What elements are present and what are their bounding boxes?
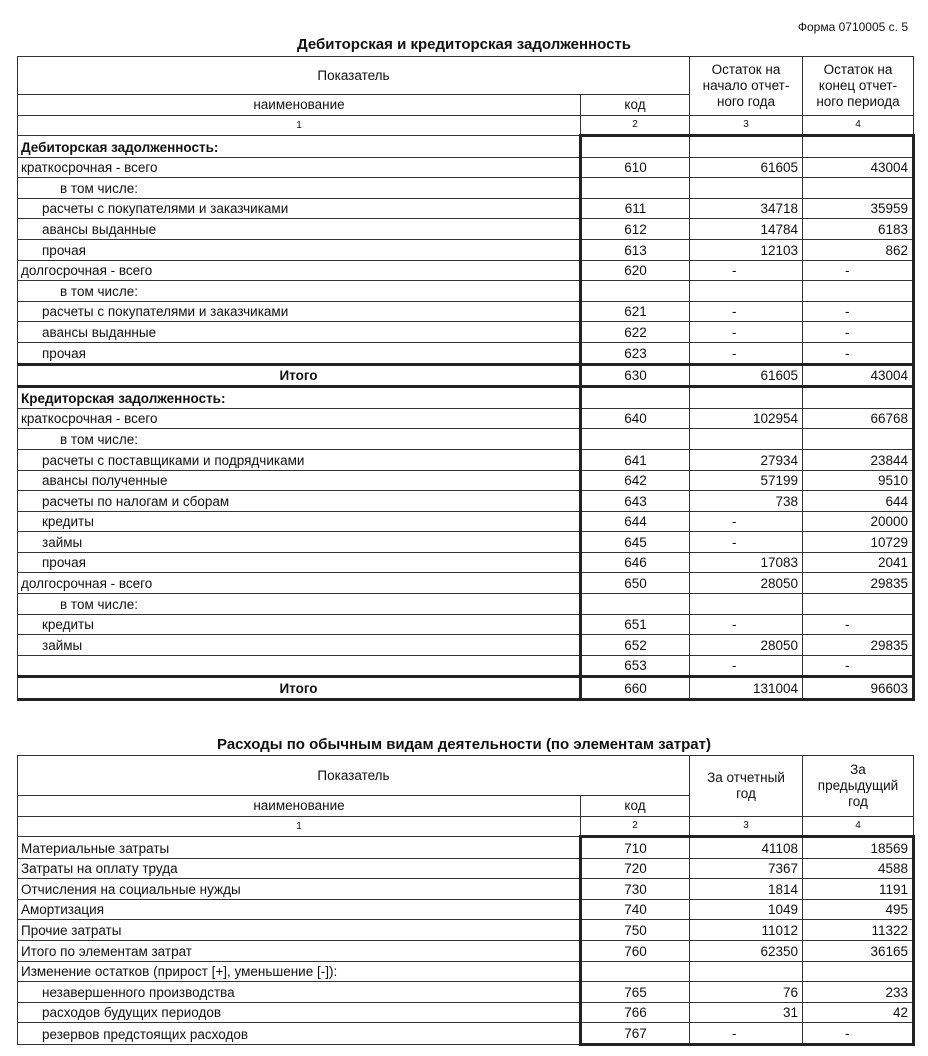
row-name: расходов будущих периодов <box>18 1002 581 1023</box>
total-row <box>18 677 914 700</box>
row-value-col3: - <box>690 511 803 532</box>
row-code: 622 <box>581 322 690 343</box>
row-name: авансы полученные <box>18 470 581 491</box>
row-code: 766 <box>581 1002 690 1023</box>
row-code: 643 <box>581 491 690 512</box>
row-value-col4: 644 <box>803 491 914 512</box>
col4-header: За предыдущий год <box>803 756 914 817</box>
col-number-3: 3 <box>690 116 803 136</box>
row-code <box>581 136 690 158</box>
row-name: расчеты с покупателями и заказчиками <box>18 198 581 219</box>
section1-title: Дебиторская и кредиторская задолженность <box>296 36 632 53</box>
col4-header: Остаток на конец отчет-ного периода <box>803 57 914 116</box>
table-row <box>18 961 914 982</box>
code-header: код <box>581 796 690 817</box>
row-value-col4: 862 <box>803 239 914 260</box>
row-value-col3 <box>690 281 803 302</box>
name-header: наименование <box>18 796 581 817</box>
row-name: займы <box>18 635 581 656</box>
row-value-col4: 36165 <box>803 940 914 961</box>
col-number-2: 2 <box>581 817 690 837</box>
row-code: 611 <box>581 198 690 219</box>
row-name: прочая <box>18 239 581 260</box>
row-value-col3: 17083 <box>690 552 803 573</box>
row-name: резервов предстоящих расходов <box>18 1023 581 1045</box>
row-value-col4 <box>803 429 914 450</box>
table-row <box>18 470 914 491</box>
row-value-col3: 102954 <box>690 408 803 429</box>
col-number-2: 2 <box>581 116 690 136</box>
row-value-col3: - <box>690 532 803 553</box>
table-row <box>18 178 914 199</box>
row-name: кредиты <box>18 511 581 532</box>
table-row <box>18 1023 914 1045</box>
row-name <box>18 655 581 677</box>
row-code: 730 <box>581 879 690 900</box>
row-name: Затраты на оплату труда <box>18 858 581 879</box>
row-code <box>581 387 690 409</box>
col-number-1: 1 <box>18 817 581 837</box>
row-value-col4: - <box>803 342 914 364</box>
table-row <box>18 858 914 879</box>
table-row <box>18 260 914 281</box>
row-code: 645 <box>581 532 690 553</box>
row-name: Прочие затраты <box>18 920 581 941</box>
table-row <box>18 655 914 677</box>
row-value-col4: 10729 <box>803 532 914 553</box>
table-row <box>18 899 914 920</box>
row-value-col4: - <box>803 322 914 343</box>
row-value-col4 <box>803 594 914 615</box>
row-value-col3: 131004 <box>690 677 803 700</box>
row-name: в том числе: <box>18 178 581 199</box>
row-name: Отчисления на социальные нужды <box>18 879 581 900</box>
table-row <box>18 552 914 573</box>
row-value-col3: 11012 <box>690 920 803 941</box>
row-value-col3 <box>690 594 803 615</box>
indicator-header: Показатель <box>18 57 690 95</box>
row-value-col3 <box>690 961 803 982</box>
row-value-col3: 34718 <box>690 198 803 219</box>
table-row <box>18 198 914 219</box>
row-value-col4: 43004 <box>803 364 914 387</box>
row-value-col3 <box>690 429 803 450</box>
table-row <box>18 982 914 1003</box>
row-value-col4: 9510 <box>803 470 914 491</box>
table-row <box>18 322 914 343</box>
table-row <box>18 429 914 450</box>
row-name: займы <box>18 532 581 553</box>
row-name: авансы выданные <box>18 219 581 240</box>
row-value-col4 <box>803 281 914 302</box>
row-value-col3: - <box>690 322 803 343</box>
table-row <box>18 879 914 900</box>
row-name: в том числе: <box>18 594 581 615</box>
row-name: Изменение остатков (прирост [+], уменьшение [-]): <box>18 961 581 982</box>
row-code: 644 <box>581 511 690 532</box>
row-code: 612 <box>581 219 690 240</box>
table-row <box>18 219 914 240</box>
row-value-col4: 42 <box>803 1002 914 1023</box>
table-row <box>18 614 914 635</box>
row-name: в том числе: <box>18 281 581 302</box>
row-code: 650 <box>581 573 690 594</box>
row-code: 623 <box>581 342 690 364</box>
row-value-col4: - <box>803 260 914 281</box>
table-row <box>18 408 914 429</box>
row-value-col3: 57199 <box>690 470 803 491</box>
row-name: Итого <box>18 677 581 700</box>
row-value-col3: 76 <box>690 982 803 1003</box>
row-value-col4: 233 <box>803 982 914 1003</box>
row-value-col3: 31 <box>690 1002 803 1023</box>
row-code: 640 <box>581 408 690 429</box>
table-row <box>18 837 914 859</box>
table-row <box>18 1002 914 1023</box>
row-value-col3: - <box>690 260 803 281</box>
row-value-col3: - <box>690 301 803 322</box>
code-header: код <box>581 95 690 116</box>
table-row <box>18 136 914 158</box>
row-value-col3: 7367 <box>690 858 803 879</box>
receivables-payables-table <box>17 56 915 701</box>
row-value-col4: 6183 <box>803 219 914 240</box>
table-row <box>18 920 914 941</box>
row-name: долгосрочная - всего <box>18 573 581 594</box>
row-value-col3 <box>690 136 803 158</box>
col-number-3: 3 <box>690 817 803 837</box>
expenses-table <box>17 755 915 1046</box>
col3-header: За отчетный год <box>690 756 803 817</box>
row-name: прочая <box>18 552 581 573</box>
row-value-col3 <box>690 178 803 199</box>
row-value-col4: - <box>803 614 914 635</box>
row-code: 720 <box>581 858 690 879</box>
row-value-col3: 12103 <box>690 239 803 260</box>
table-row <box>18 449 914 470</box>
row-name: краткосрочная - всего <box>18 408 581 429</box>
name-header: наименование <box>18 95 581 116</box>
row-value-col4: 96603 <box>803 677 914 700</box>
row-value-col3: - <box>690 655 803 677</box>
table-row <box>18 281 914 302</box>
table-row <box>18 342 914 364</box>
row-code <box>581 178 690 199</box>
row-code: 651 <box>581 614 690 635</box>
row-value-col3 <box>690 387 803 409</box>
row-name: долгосрочная - всего <box>18 260 581 281</box>
row-value-col4: 43004 <box>803 157 914 178</box>
row-value-col4: 1191 <box>803 879 914 900</box>
row-value-col3: 61605 <box>690 157 803 178</box>
row-name: Дебиторская задолженность: <box>18 136 581 158</box>
row-value-col4 <box>803 387 914 409</box>
row-code: 750 <box>581 920 690 941</box>
row-name: авансы выданные <box>18 322 581 343</box>
row-code: 641 <box>581 449 690 470</box>
table-row <box>18 635 914 656</box>
row-code: 621 <box>581 301 690 322</box>
row-code: 710 <box>581 837 690 859</box>
row-code <box>581 429 690 450</box>
row-name: прочая <box>18 342 581 364</box>
row-value-col3: 28050 <box>690 573 803 594</box>
row-value-col3: 41108 <box>690 837 803 859</box>
row-name: Итого по элементам затрат <box>18 940 581 961</box>
table-row <box>18 594 914 615</box>
row-code: 630 <box>581 364 690 387</box>
row-value-col4 <box>803 136 914 158</box>
indicator-header: Показатель <box>18 756 690 796</box>
col-number-1: 1 <box>18 116 581 136</box>
col3-header: Остаток на начало отчет-ного года <box>690 57 803 116</box>
table-row <box>18 301 914 322</box>
section2-title: Расходы по обычным видам деятельности (по элементам затрат) <box>217 736 711 753</box>
row-code <box>581 961 690 982</box>
row-value-col4: 66768 <box>803 408 914 429</box>
row-code: 646 <box>581 552 690 573</box>
row-value-col3: 14784 <box>690 219 803 240</box>
row-code <box>581 281 690 302</box>
table-row <box>18 532 914 553</box>
row-value-col3: 1814 <box>690 879 803 900</box>
col-number-4: 4 <box>803 116 914 136</box>
row-name: в том числе: <box>18 429 581 450</box>
row-name: расчеты по налогам и сборам <box>18 491 581 512</box>
row-value-col4: 495 <box>803 899 914 920</box>
row-value-col3: - <box>690 614 803 635</box>
row-value-col3: 27934 <box>690 449 803 470</box>
row-value-col3: 62350 <box>690 940 803 961</box>
table-row <box>18 940 914 961</box>
row-name: краткосрочная - всего <box>18 157 581 178</box>
row-value-col4: 18569 <box>803 837 914 859</box>
row-value-col4: 20000 <box>803 511 914 532</box>
row-value-col3: - <box>690 342 803 364</box>
row-value-col3: - <box>690 1023 803 1045</box>
row-code: 765 <box>581 982 690 1003</box>
table-row <box>18 239 914 260</box>
row-value-col4: - <box>803 655 914 677</box>
row-code: 740 <box>581 899 690 920</box>
total-row <box>18 364 914 387</box>
table-row <box>18 491 914 512</box>
row-value-col4: 4588 <box>803 858 914 879</box>
row-name: расчеты с покупателями и заказчиками <box>18 301 581 322</box>
row-value-col4: 35959 <box>803 198 914 219</box>
row-value-col3: 1049 <box>690 899 803 920</box>
row-value-col4: 29835 <box>803 573 914 594</box>
table-row <box>18 511 914 532</box>
table-row <box>18 387 914 409</box>
row-code: 642 <box>581 470 690 491</box>
table-row <box>18 157 914 178</box>
row-code: 660 <box>581 677 690 700</box>
form-code: Форма 0710005 с. 5 <box>797 20 908 34</box>
row-code <box>581 594 690 615</box>
col-number-4: 4 <box>803 817 914 837</box>
row-value-col3: 738 <box>690 491 803 512</box>
row-value-col4: 23844 <box>803 449 914 470</box>
row-code: 767 <box>581 1023 690 1045</box>
row-code: 653 <box>581 655 690 677</box>
row-value-col4 <box>803 178 914 199</box>
row-code: 620 <box>581 260 690 281</box>
row-code: 652 <box>581 635 690 656</box>
table-row <box>18 573 914 594</box>
row-name: Кредиторская задолженность: <box>18 387 581 409</box>
row-code: 613 <box>581 239 690 260</box>
row-value-col3: 61605 <box>690 364 803 387</box>
row-code: 760 <box>581 940 690 961</box>
row-name: Материальные затраты <box>18 837 581 859</box>
row-value-col4 <box>803 961 914 982</box>
row-value-col4: 29835 <box>803 635 914 656</box>
row-name: кредиты <box>18 614 581 635</box>
row-value-col4: 2041 <box>803 552 914 573</box>
row-value-col3: 28050 <box>690 635 803 656</box>
row-value-col4: - <box>803 1023 914 1045</box>
row-name: Итого <box>18 364 581 387</box>
row-value-col4: - <box>803 301 914 322</box>
row-value-col4: 11322 <box>803 920 914 941</box>
row-name: расчеты с поставщиками и подрядчиками <box>18 449 581 470</box>
row-code: 610 <box>581 157 690 178</box>
row-name: незавершенного производства <box>18 982 581 1003</box>
row-name: Амортизация <box>18 899 581 920</box>
